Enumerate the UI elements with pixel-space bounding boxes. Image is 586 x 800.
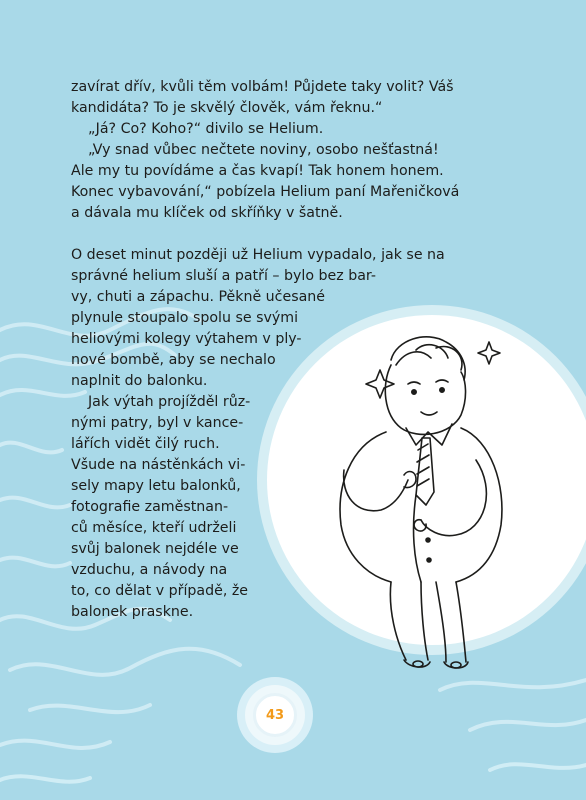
text-line: Všude na nástěnkách vi- <box>71 457 246 473</box>
text-line: plynule stoupalo spolu se svými <box>71 310 299 326</box>
text-line: zavírat dřív, kvůli těm volbám! Půjdete taky volit? Váš <box>71 79 454 95</box>
body-text <box>71 245 445 623</box>
text-line: to, co dělat v případě, že <box>71 583 249 599</box>
text-line: „Já? Co? Koho?“ divilo se Helium. <box>88 121 324 137</box>
text-line: fotografie zaměstnan- <box>71 499 229 515</box>
text-line: kandidáta? To je skvělý člověk, vám řeknu.“ <box>71 100 383 116</box>
text-line: sely mapy letu balonků, <box>71 478 241 494</box>
text-line: Ale my tu povídáme a čas kvapí! Tak honem honem. <box>71 163 444 179</box>
text-line: svůj balonek nejdéle ve <box>71 541 239 557</box>
text-line: Jak výtah projížděl růz- <box>88 394 251 410</box>
text-line: Konec vybavování,“ pobízela Helium paní Mařeničková <box>71 184 460 200</box>
text-line: vy, chuti a zápachu. Pěkně učesané <box>71 289 326 305</box>
text-line: nové bombě, aby se nechalo <box>71 352 276 368</box>
text-line: lářích vidět čilý ruch. <box>71 436 220 452</box>
text-line: a dávala mu klíček od skříňky v šatně. <box>71 205 343 221</box>
text-line: ců měsíce, kteří udrželi <box>71 520 237 536</box>
text-line: „Vy snad vůbec nečtete noviny, osobo nešťastná! <box>88 142 439 158</box>
text-line: správné helium sluší a patří – bylo bez bar- <box>71 268 376 284</box>
text-line: naplnit do balonku. <box>71 373 208 389</box>
text-line: balonek praskne. <box>71 604 194 620</box>
text-line: vzduchu, a návody na <box>71 562 228 578</box>
text-line: heliovými kolegy výtahem v ply- <box>71 331 302 347</box>
text-line: O deset minut později už Helium vypadalo, jak se na <box>71 247 445 263</box>
page-number: 43 <box>253 693 297 737</box>
text-line: nými patry, byl v kance- <box>71 415 244 431</box>
body-text <box>71 77 459 224</box>
